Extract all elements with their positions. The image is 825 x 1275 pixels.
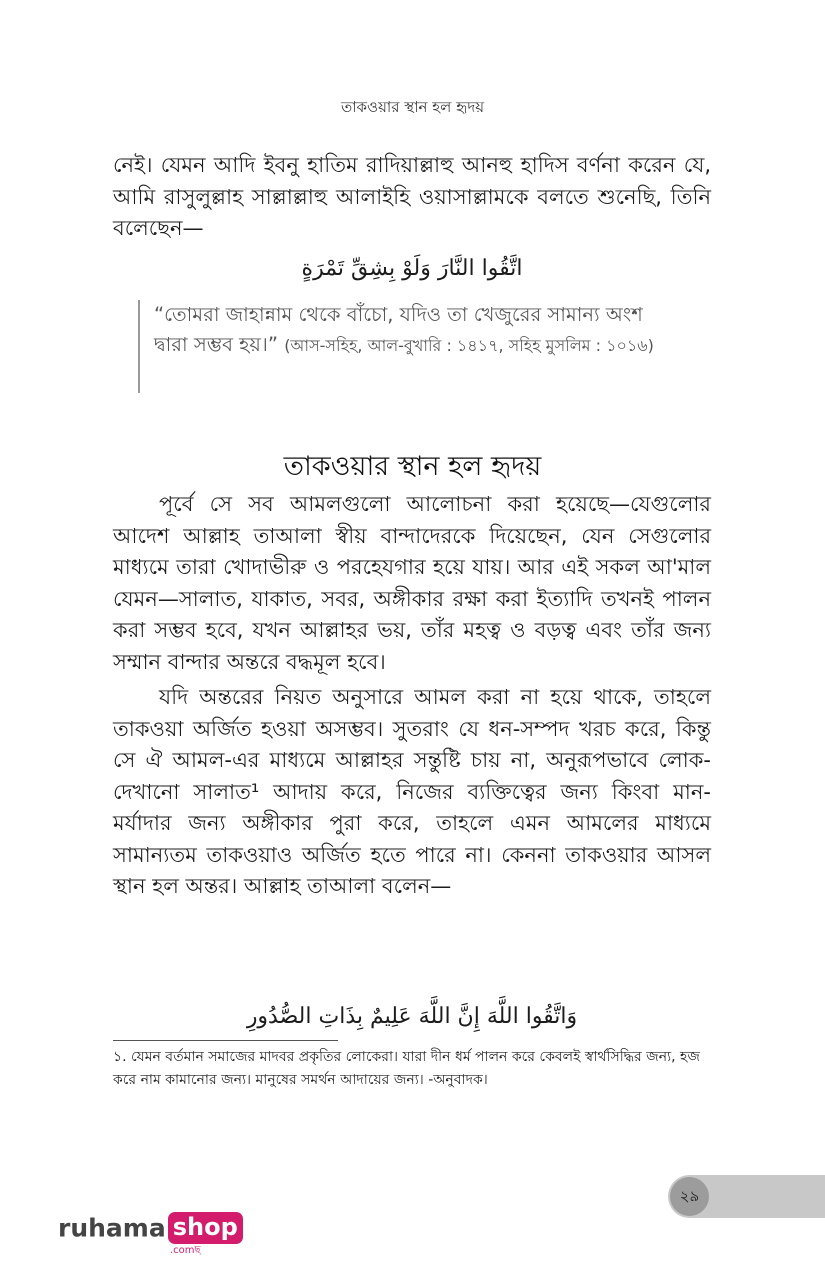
section-title: তাকওয়ার স্থান হল হৃদয়	[283, 451, 542, 482]
footnote-divider	[113, 1040, 338, 1041]
body-text	[113, 489, 711, 903]
running-head: তাকওয়ার স্থান হল হৃদয়	[340, 98, 485, 116]
intro-text: নেই। যেমন আদি ইবনু হাতিম রাদিয়াল্লাহু আনহু হাদিস বর্ণনা করেন যে, আমি রাসুলুল্লাহ সাল্লাল্লাহু আলাইহি ওয়াসাল্লামকে বলতে শুনেছি, তিনি বলেছেন—	[113, 153, 711, 240]
ruhamashop-logo	[58, 1212, 243, 1256]
arabic-hadith: اتَّقُوا النَّارَ وَلَوْ بِشِقِّ تَمْرَةٍ	[301, 256, 523, 281]
arabic-ayah: وَاتَّقُوا اللَّهَ إِنَّ اللَّهَ عَلِيمٌ بِذَاتِ الصُّدُورِ	[246, 1004, 578, 1029]
intro-paragraph	[113, 150, 711, 245]
paragraph-2: যদি অন্তরের নিয়ত অনুসারে আমল করা না হয়ে থাকে, তাহলে তাকওয়া অর্জিত হওয়া অসম্ভব। সুতরাং যে ধন-সম্পদ খরচ করে, কিন্তু সে ঐ আমল-এর মাধ্যমে আল্লাহর সন্তুষ্টি চায় না, অনুরূপভাবে লোক-দেখানো সালাত¹ আদায় করে, নিজের ব্যক্তিত্বের জন্য কিংবা মান-মর্যাদার জন্য অঙ্গীকার পুরা করে, তাহলে এমন আমলের মাধ্যমে সামান্যতম তাকওয়াও অর্জিত হতে পারে না। কেননা তাকওয়ার আসল স্থান হল অন্তর। আল্লাহ তাআলা বলেন—	[113, 685, 711, 898]
hadith-quote	[138, 300, 674, 393]
paragraph-1: পূর্বে সে সব আমলগুলো আলোচনা করা হয়েছে—যেগুলোর আদেশ আল্লাহ তাআলা স্বীয় বান্দাদেরকে দিয়েছেন, যেন সেগুলোর মাধ্যমে তারা খোদাভীরু ও পরহেযগার হয়ে যায়। আর এই সকল আ'মাল যেমন—সালাত, যাকাত, সবর, অঙ্গীকার রক্ষা করা ইত্যাদি তখনই পালন করা সম্ভব হবে, যখন আল্লাহর ভয়, তাঁর মহত্ব ও বড়ত্ব এবং তাঁর জন্য সম্মান বান্দার অন্তরে বদ্ধমূল হবে।	[113, 492, 711, 674]
quote-citation: (আস-সহিহ, আল-বুখারি : ১৪১৭, সহিহ মুসলিম : ১০১৬)	[284, 336, 654, 355]
logo-text-shop: shop	[168, 1212, 243, 1244]
quote-text: “তোমরা জাহান্নাম থেকে বাঁচো, যদিও তা খেজুরের সামান্য অংশ দ্বারা সম্ভব হয়।”	[154, 303, 643, 356]
footnote: ১. যেমন বর্তমান সমাজের মাদবর প্রকৃতির লোকেরা। যারা দীন ধর্ম পালন করে কেবলই স্বার্থসিদ্ধির জন্য, হজ করে নাম কামানোর জন্য। মানুষের সমর্থন আদায়ের জন্য। -অনুবাদক।	[113, 1049, 700, 1088]
logo-text-com: .comছ	[170, 1245, 201, 1256]
logo-text-ruhama: ruhama	[58, 1213, 166, 1243]
page-number: ২৯	[670, 1177, 709, 1216]
